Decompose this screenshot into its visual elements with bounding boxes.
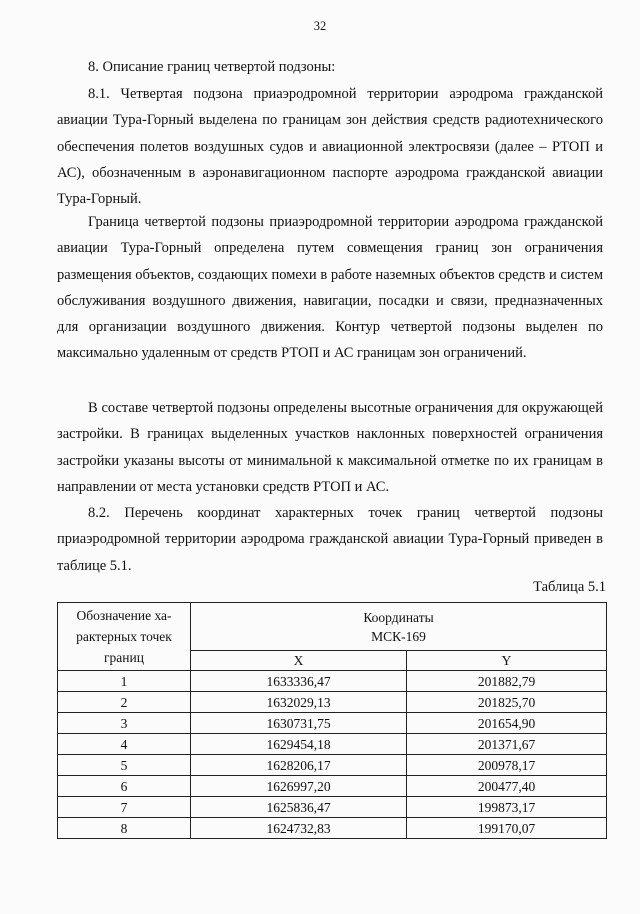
cell-point: 3 [58,713,191,734]
cell-x: 1626997,20 [191,776,407,797]
header-points [58,603,191,671]
cell-point: 1 [58,671,191,692]
cell-y: 201654,90 [407,713,607,734]
paragraph: 8.1. Четвертая подзона приаэродромной территории аэродрома гражданской авиации Тура-Горный выделена по границам зон действия средств радиотехнического обеспечения полетов воздушных судов и авиационной электросвязи (далее – РТОП и АС), обозначенным в аэронавигационном паспорте аэродрома гражданской авиации Тура-Горный. [57,86,603,208]
cell-x: 1629454,18 [191,734,407,755]
cell-x: 1633336,47 [191,671,407,692]
cell-point: 6 [58,776,191,797]
section-heading: 8. Описание границ четвертой подзоны: [88,59,336,75]
cell-y: 201371,67 [407,734,607,755]
paragraph: 8.2. Перечень координат характерных точек границ четвертой подзоны приаэродромной территории аэродрома гражданской авиации Тура-Горный приведен в таблице 5.1. [57,505,603,574]
table-row [58,692,607,713]
cell-x: 1625836,47 [191,797,407,818]
header-points-line: Обозначение ха- [76,608,172,623]
table-caption: Таблица 5.1 [533,579,606,595]
cell-x: 1630731,75 [191,713,407,734]
cell-y: 199170,07 [407,818,607,839]
cell-y: 201882,79 [407,671,607,692]
paragraph: Граница четвертой подзоны приаэродромной территории аэродрома гражданской авиации Тура-Горный определена путем совмещения границ зон ограничения размещения объектов, создающих помехи в работе наземных объектов средств и систем обслуживания воздушного движения, навигации, посадки и связи, предназначенных для организации воздушного движения. Контур четвертой подзоны выделен по максимально удаленным от средств РТОП и АС границам зон ограничений. [57,214,603,362]
cell-x: 1632029,13 [191,692,407,713]
cell-x: 1624732,83 [191,818,407,839]
cell-x: 1628206,17 [191,755,407,776]
table-row [58,713,607,734]
cell-y: 201825,70 [407,692,607,713]
table-row [58,671,607,692]
header-points-line: границ [104,650,144,665]
table-row [58,755,607,776]
table-row [58,734,607,755]
page-number: 32 [313,19,327,33]
header-coordinates-line: Координаты [363,609,434,625]
header-points-line: рактерных точек [76,629,172,644]
paragraph: В составе четвертой подзоны определены высотные ограничения для окружающей застройки. В границах выделенных участков наклонных поверхностей ограничения застройки указаны высоты от минимальной к максимальной отметке по их границам в направлении от места установки средств РТОП и АС. [57,400,603,495]
header-coordinates-line: МСК-169 [371,628,426,644]
coordinates-table [57,602,607,839]
header-y: Y [407,651,607,671]
table-row [58,818,607,839]
header-x: X [191,651,407,671]
table-row [58,797,607,818]
table-row [58,776,607,797]
cell-y: 200978,17 [407,755,607,776]
header-coordinates [191,603,607,651]
cell-point: 8 [58,818,191,839]
cell-point: 4 [58,734,191,755]
cell-point: 2 [58,692,191,713]
cell-point: 5 [58,755,191,776]
cell-y: 199873,17 [407,797,607,818]
cell-point: 7 [58,797,191,818]
cell-y: 200477,40 [407,776,607,797]
